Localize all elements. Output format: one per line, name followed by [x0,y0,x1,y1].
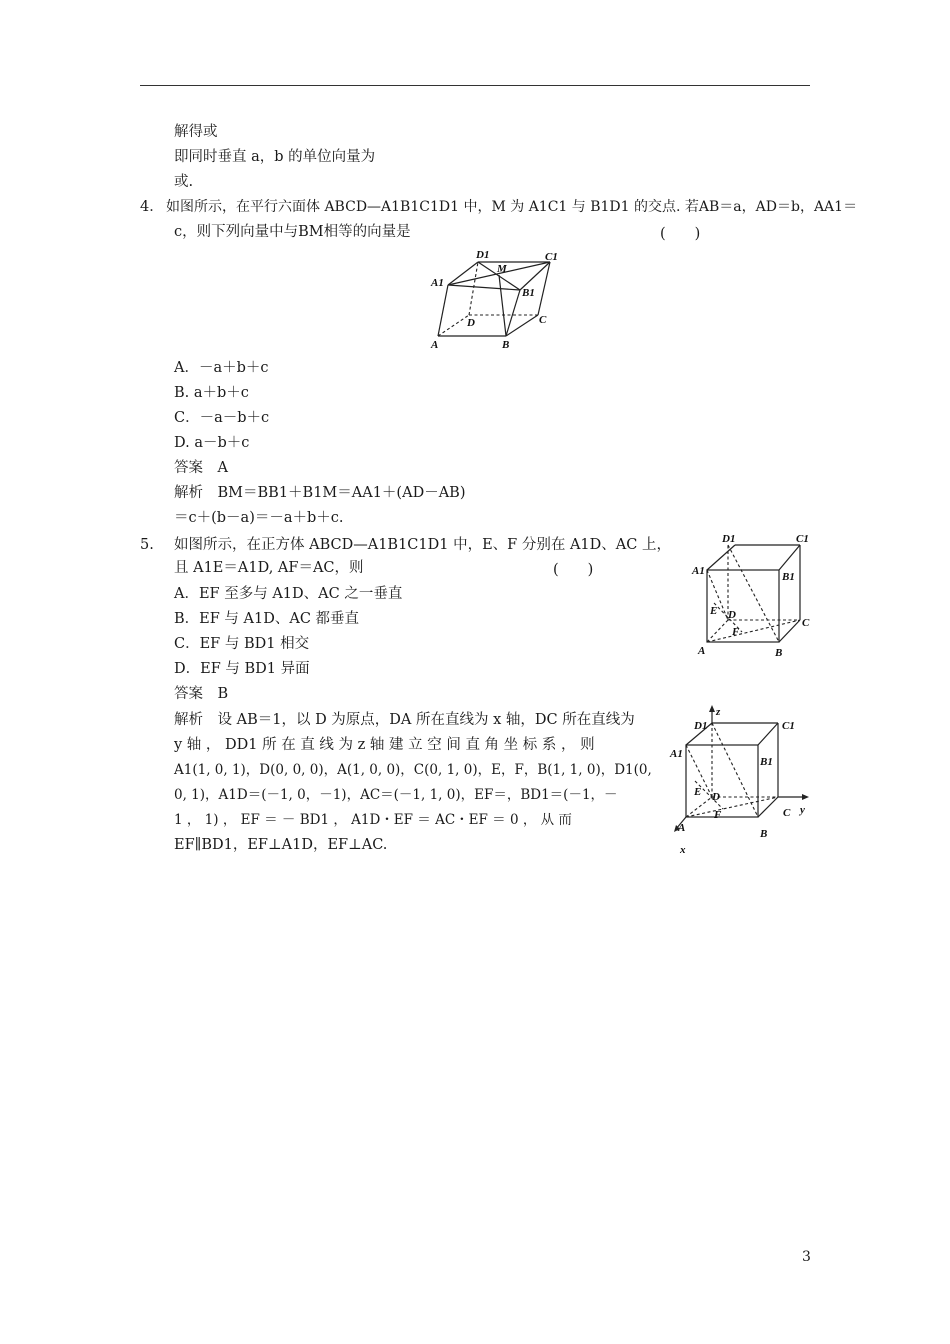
option-b: B. a＋b＋c [174,385,249,401]
option-c: C．EF 与 BD1 相交 [174,636,310,652]
answer-blank: ( ) [660,226,701,242]
label-A: A [678,822,686,834]
explanation: y 轴 ， DD1 所 在 直 线 为 z 轴 建 立 空 间 直 角 坐 标 系 ， 则 [174,737,595,753]
question-number: 5. [140,537,154,553]
label-C: C [783,807,791,819]
label-E: E [710,605,718,617]
label-D: D [712,791,720,803]
explanation: A1(1, 0, 1)，D(0, 0, 0)，A(1, 0, 0)，C(0, 1, 0)，E，F，B(1, 1, 0)，D1(0, [174,762,652,778]
question-text: 如图所示，在正方体 ABCD—A1B1C1D1 中，E、F 分别在 A1D、AC 上， [174,537,671,553]
text-line: 即同时垂直 a，b 的单位向量为 [174,149,376,165]
question-text: 且 A1E＝A1D, AF＝AC，则 [174,560,364,576]
cube-figure [690,530,815,660]
explanation: EF∥BD1，EF⊥A1D，EF⊥AC. [174,837,388,853]
label-A1: A1 [431,277,444,289]
answer: 答案 B [174,686,229,702]
option-d: D．EF 与 BD1 异面 [174,661,310,677]
label-C1: C1 [782,720,795,732]
label-B1: B1 [782,571,795,583]
label-C1: C1 [545,251,558,263]
label-C: C [802,617,810,629]
parallelepiped-figure [425,248,570,353]
label-D: D [467,317,475,329]
label-B: B [760,828,768,840]
option-c: C．－a－b＋c [174,410,270,426]
explanation: ＝c＋(b－a)＝－a＋b＋c. [174,510,344,526]
label-C: C [539,314,547,326]
question-number: 4． [140,199,164,215]
label-M: M [497,263,507,275]
label-B: B [775,647,783,659]
label-B1: B1 [522,287,535,299]
label-F: F [714,809,722,821]
label-A1: A1 [692,565,705,577]
label-A1: A1 [670,748,683,760]
explanation: 解析 设 AB＝1，以 D 为原点，DA 所在直线为 x 轴，DC 所在直线为 [174,712,635,728]
explanation: 0, 1)，A1D＝(－1, 0，－1)，AC＝(－1, 1, 0)，EF＝，BD1＝(－1，－ [174,787,618,803]
option-b: B．EF 与 A1D、AC 都垂直 [174,611,360,627]
text-line: 或. [174,174,194,190]
label-C1: C1 [796,533,809,545]
label-D1: D1 [694,720,708,732]
label-E: E [694,786,702,798]
label-x: x [680,844,686,855]
option-a: A．EF 至多与 A1D、AC 之一垂直 [174,586,403,602]
explanation: 解析 BM＝BB1＋B1M＝AA1＋(AD－AB) [174,485,466,501]
coordinate-cube-figure [668,705,818,855]
option-a: A．－a＋b＋c [174,360,269,376]
header-rule [140,85,810,86]
label-A: A [431,339,439,351]
question-text: 如图所示，在平行六面体 ABCD—A1B1C1D1 中，M 为 A1C1 与 B1D1 的交点. 若AB＝a，AD＝b，AA1＝ [166,199,858,215]
label-B1: B1 [760,756,773,768]
label-D1: D1 [476,249,490,261]
label-D1: D1 [722,533,736,545]
label-D: D [728,609,736,621]
answer-blank: ( ) [553,562,594,578]
label-F: F [732,626,740,638]
label-z: z [716,706,721,718]
label-B: B [502,339,510,351]
label-y: y [800,804,805,816]
explanation: 1 ， 1) ， EF ＝ － BD1 ， A1D・EF ＝ AC・EF ＝ 0 ， 从 而 [174,812,572,828]
question-text: c，则下列向量中与BM相等的向量是 [174,224,411,240]
text-line: 解得或 [174,124,218,140]
option-d: D. a－b＋c [174,435,250,451]
answer: 答案 A [174,460,228,476]
page-number: 3 [802,1249,811,1265]
label-A: A [698,645,706,657]
